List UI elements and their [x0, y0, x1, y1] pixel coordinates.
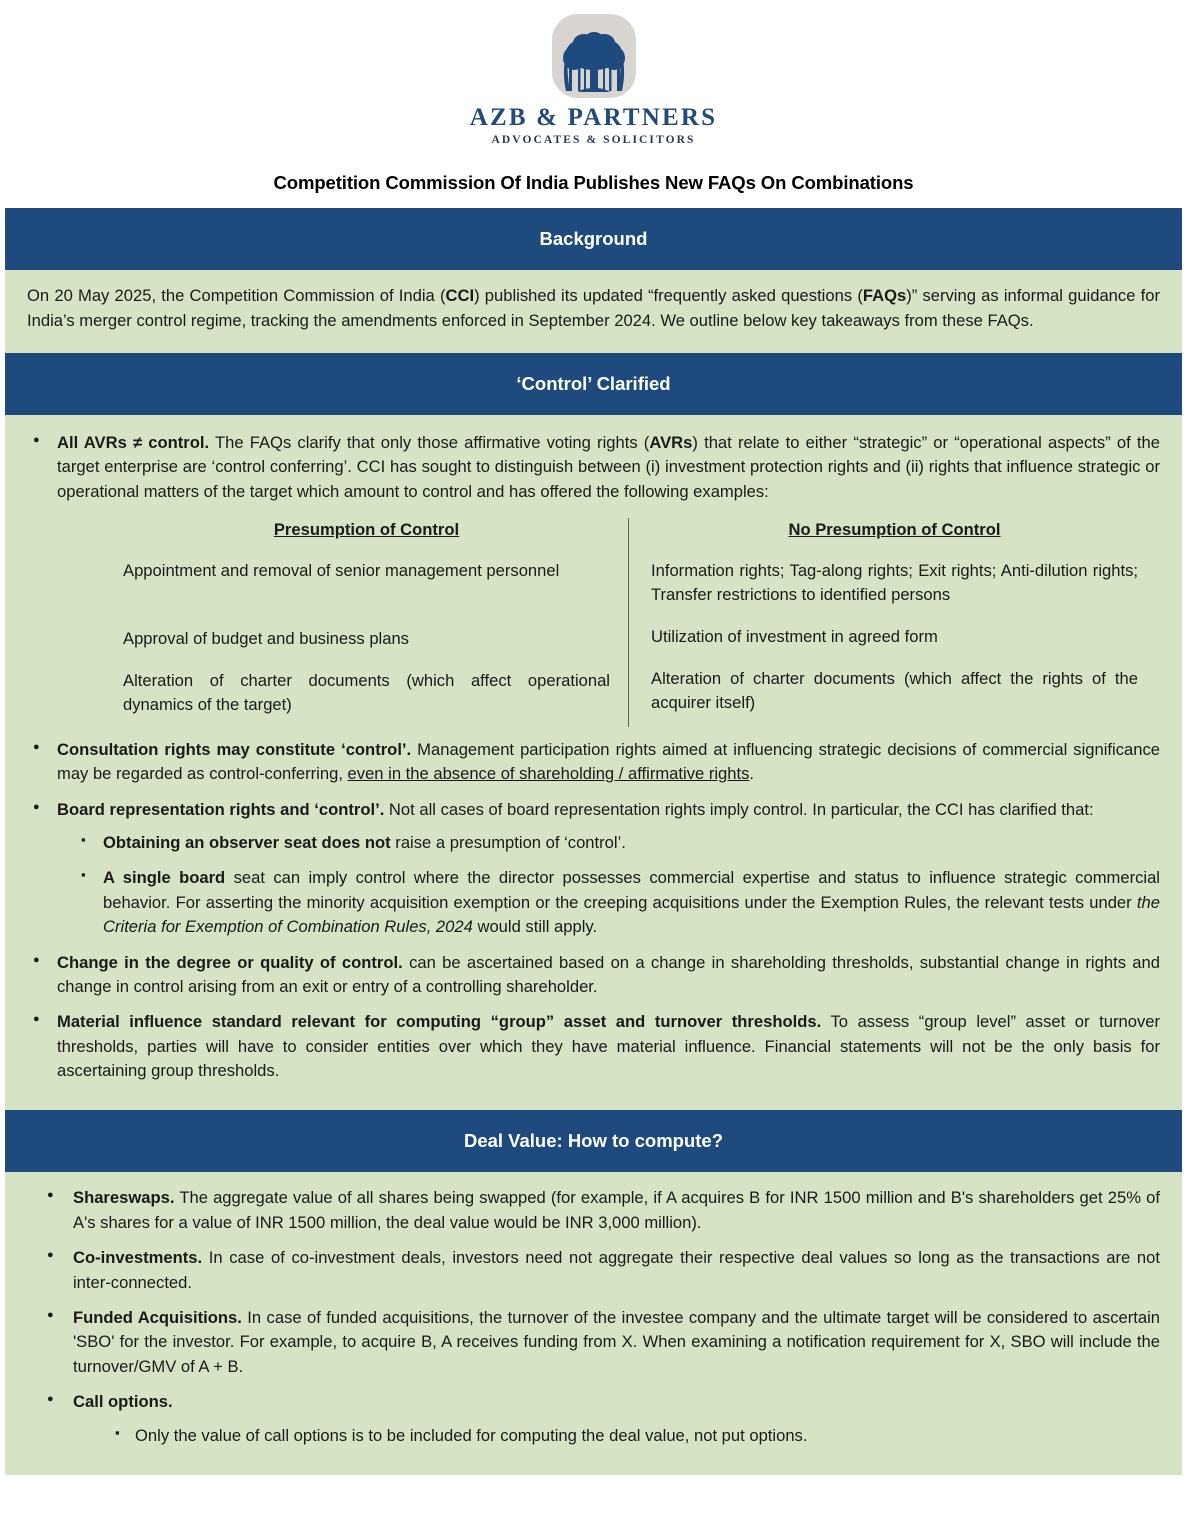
page-title: Competition Commission Of India Publishes New FAQs On Combinations: [273, 172, 914, 194]
bullet-consultation-lead: Consultation rights may constitute ‘control’.: [57, 739, 412, 759]
sub-bullet-single-board-body-1: seat can imply control where the director possesses commercial expertise and status to influence strategic commercial behavior. For asserting the minority acquisition exemption or the creeping acquisitions under the Exemption Rules, the relevant tests under: [103, 868, 1160, 912]
table-row: Alteration of charter documents (which affect the rights of the acquirer itself): [651, 668, 1138, 712]
brand-header: [0, 0, 1187, 156]
bullet-board-lead: Board representation rights and ‘control’.: [57, 799, 385, 819]
section-heading-deal-value: Deal Value: How to compute?: [5, 1110, 1182, 1172]
brand-name: AZB & PARTNERS: [469, 104, 718, 131]
bullet-co-investments: [27, 1246, 1160, 1295]
board-sub-bullet-list: [57, 831, 1160, 940]
deal-value-bullet-list: [27, 1186, 1160, 1448]
section-body-control: [5, 415, 1182, 1110]
sub-bullet-single-board-italic: the Criteria for Exemption of Combination Rules, 2024: [103, 892, 1160, 937]
table-row: Approval of budget and business plans: [123, 628, 409, 648]
bullet-degree-of-control: [27, 951, 1160, 1000]
bullet-board-body: Not all cases of board representation rights imply control. In particular, the CCI has clarified that:: [384, 799, 1094, 819]
banyan-tree-icon: [552, 14, 636, 98]
bullet-funded-lead: Funded Acquisitions.: [73, 1308, 242, 1328]
bullet-all-avrs-body-1: The FAQs clarify that only those affirmative voting rights (: [209, 433, 650, 453]
bullet-consultation-body-2: .: [749, 764, 755, 784]
table-row: Utilization of investment in agreed form: [651, 626, 938, 646]
background-text-1: On 20 May 2025, the Competition Commission of India (: [27, 286, 446, 306]
bullet-consultation-underlined: even in the absence of shareholding / affirmative rights: [347, 764, 750, 784]
section-heading-background: Background: [5, 208, 1182, 270]
bullet-material-influence: [27, 1010, 1160, 1083]
brand-tagline: ADVOCATES & SOLICITORS: [491, 134, 696, 147]
comparison-header-presumption: Presumption of Control: [273, 520, 460, 540]
sub-bullet-single-board-lead: A single board: [103, 868, 226, 888]
bullet-board-representation: [27, 798, 1160, 940]
background-bold-cci: CCI: [445, 286, 475, 306]
bullet-all-avrs-bold-avrs: AVRs: [649, 433, 693, 453]
background-paragraph: [27, 284, 1160, 333]
sub-bullet-call-option-value: ▪ Only the value of call options is to be included for computing the deal value, not put options.: [73, 1424, 1160, 1448]
bullet-degree-body: can be ascertained based on a change in shareholding thresholds, substantial change in rights and change in control arising from an exit or entry of a controlling shareholder.: [57, 952, 1160, 996]
bullet-co-investments-body: In case of co-investment deals, investors need not aggregate their respective deal values so long as the transactions are not inter-connected.: [73, 1248, 1160, 1292]
bullet-shareswaps-lead: Shareswaps.: [73, 1188, 175, 1208]
table-row: Information rights; Tag-along rights; Exit rights; Anti-dilution rights; Transfer restrictions to identified persons: [651, 560, 1138, 604]
section-body-background: [5, 270, 1182, 353]
bullet-material-lead: Material influence standard relevant for computing “group” asset and turnover thresholds.: [57, 1012, 822, 1032]
bullet-consultation-body-1: Management participation rights aimed at influencing strategic decisions of commercial significance may be regarded as control-conferring,: [57, 739, 1160, 784]
comparison-column-no-presumption: [629, 518, 1156, 727]
bullet-material-body: To assess “group level” asset or turnover thresholds, parties will have to consider entities over which they have material influence. Financial statements will not be the only basis for ascertaining group thresholds.: [57, 1012, 1160, 1081]
bullet-all-avrs-lead: All AVRs ≠ control.: [57, 433, 210, 453]
comparison-column-presumption: [63, 518, 629, 727]
bullet-shareswaps: [27, 1186, 1160, 1235]
background-text-2: ) published its updated “frequently asked questions (: [474, 286, 863, 306]
section-heading-control: ‘Control’ Clarified: [5, 353, 1182, 415]
sub-bullet-observer-seat: [57, 831, 1160, 855]
bullet-funded-acquisitions: [27, 1306, 1160, 1379]
comparison-row-spacer: [123, 601, 610, 627]
call-options-sub-bullet-list: [73, 1424, 1160, 1448]
table-row: Alteration of charter documents (which affect operational dynamics of the target): [123, 670, 610, 714]
sub-bullet-observer-lead: Obtaining an observer seat does not: [103, 832, 391, 852]
bullet-co-investments-lead: Co-investments.: [73, 1248, 203, 1268]
bullet-consultation-rights: [27, 738, 1160, 787]
bullet-call-options: [27, 1390, 1160, 1448]
comparison-header-no-presumption: No Presumption of Control: [788, 520, 1001, 540]
background-text-3: )” serving as informal guidance for India’s merger control regime, tracking the amendments enforced in September 2024. We outline below key takeaways from these FAQs.: [27, 286, 1161, 330]
sub-bullet-single-board-body-2: would still apply.: [472, 917, 598, 937]
comparison-table: [57, 518, 1160, 727]
bullet-shareswaps-body: The aggregate value of all shares being swapped (for example, if A acquires B for INR 1500 million and B's shareholders get 25% of A's shares for a value of INR 1500 million, the deal value would be INR 3,000 million).: [73, 1188, 1160, 1232]
background-bold-faqs: FAQs: [862, 286, 907, 306]
bullet-call-options-lead: Call options.: [73, 1392, 173, 1412]
bullet-degree-lead: Change in the degree or quality of control.: [57, 952, 403, 972]
bullet-funded-body: In case of funded acquisitions, the turnover of the investee company and the ultimate target will be considered to ascertain 'SBO' for the investor. For example, to acquire B, A receives funding from X. When examining a notification requirement for X, SBO will include the turnover/GMV of A + B.: [73, 1308, 1160, 1376]
sub-bullet-single-board-seat: [57, 866, 1160, 939]
sub-bullet-observer-body: raise a presumption of ‘control’.: [390, 832, 626, 852]
bullet-all-avrs: [27, 431, 1160, 727]
section-body-deal-value: [5, 1172, 1182, 1475]
control-bullet-list: [27, 431, 1160, 1083]
table-row: Appointment and removal of senior management personnel: [123, 560, 560, 580]
bullet-all-avrs-body-2: ) that relate to either “strategic” or “operational aspects” of the target enterprise are ‘control conferring’. CCI has sought to distinguish between (i) investment protection rights and (ii) rights that influence strategic or operational matters of the target which amount to control and has offered the following examples:: [57, 433, 1160, 501]
